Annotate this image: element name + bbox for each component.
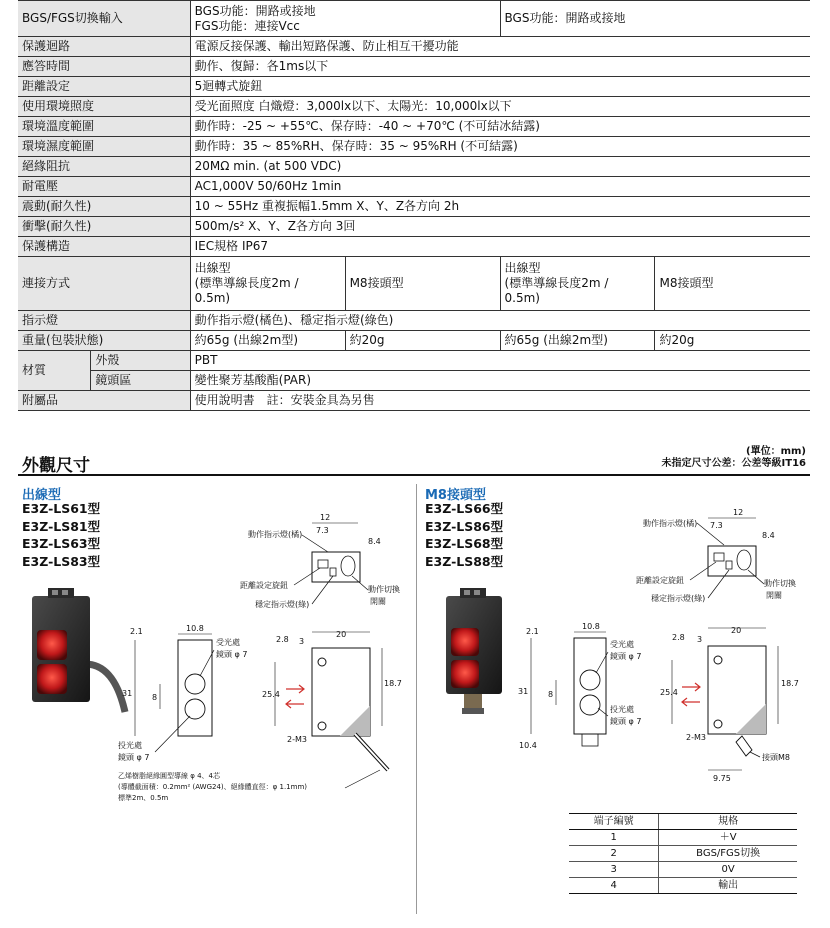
spec-value: AC1,000V 50/60Hz 1min [190,177,810,197]
dim-label: 8 [548,690,554,699]
pin-number: 3 [569,862,659,878]
spec-value: M8接頭型 [345,257,500,311]
model-name: E3Z-LS63型 [22,536,101,551]
spec-key: 保護構造 [18,237,190,257]
pin-spec: 0V [659,862,797,878]
spec-key: 環境溫度範圍 [18,117,190,137]
dim-label: 10.4 [519,741,537,750]
dim-label: 12 [733,508,744,517]
pin-row [569,830,797,846]
spec-key: BGS/FGS切換輸入 [18,1,190,37]
dim-label: 動作切換 [368,585,400,594]
spec-value: 動作、復歸：各1ms以下 [190,57,810,77]
dim-label: 12 [320,513,331,522]
dim-label: 距離設定旋鈕 [240,581,288,590]
spec-value: 動作指示燈(橘色)、穩定指示燈(綠色) [190,311,810,331]
dim-label: 穩定指示燈(綠) [651,594,706,603]
spec-value: 約65g (出線2m型) [190,331,345,351]
dim-label: 鏡頭 φ 7 [118,753,150,762]
dim-label: 7.3 [710,521,723,530]
spec-key: 環境濕度範圍 [18,137,190,157]
spec-subkey: 鏡頭區 [91,371,190,391]
model-name: E3Z-LS61型 [22,501,101,516]
dim-label: 18.7 [781,679,799,688]
dim-label: 距離設定旋鈕 [636,576,684,585]
dim-label: 2.8 [276,635,289,644]
dim-label: 開關 [370,597,386,606]
pin-table [569,813,797,894]
pin-number: 4 [569,878,659,894]
dim-label: 10.8 [582,622,600,631]
pin-number: 2 [569,846,659,862]
sensor-photo-cable [32,588,125,712]
spec-value: BGS功能：開路或接地 FGS功能：連接Vcc [190,1,500,37]
spec-value: IEC規格 IP67 [190,237,810,257]
cable-note: (導體截面積：0.2mm² (AWG24)、絕緣體直徑：φ 1.1mm) [118,783,307,791]
dim-label: 動作切換 [764,579,796,588]
spec-value: 約20g [655,331,810,351]
front-view-left [118,624,247,762]
unit-note: (單位：mm) 未指定尺寸公差：公差等級IT16 [661,446,806,469]
pin-number: 1 [569,830,659,846]
spec-subkey: 外殼 [91,351,190,371]
spec-key: 絕緣阻抗 [18,157,190,177]
pin-header: 規格 [659,814,797,830]
dim-label: 25.4 [262,690,280,699]
spec-value: 約20g [345,331,500,351]
spec-value: 5迴轉式旋鈕 [190,77,810,97]
spec-value: 10 ~ 55Hz 重複振幅1.5mm X、Y、Z各方向 2h [190,197,810,217]
dim-label: 8 [152,693,158,702]
spec-key: 耐電壓 [18,177,190,197]
dim-label: 投光處 [610,705,634,714]
side-view-right [660,626,799,783]
pin-row [569,862,797,878]
spec-value: M8接頭型 [655,257,810,311]
top-view-right [636,508,796,603]
model-name: E3Z-LS81型 [22,518,101,534]
spec-value: 動作時：-25 ~ +55℃、保存時：-40 ~ +70℃ (不可結冰結露) [190,117,810,137]
dim-label: 鏡頭 φ 7 [610,652,642,661]
cable-note: 乙烯樹脂絕緣圓型導線 φ 4、4芯 [118,772,220,780]
spec-value: 使用說明書 註：安裝金具為另售 [190,391,810,411]
dim-label: 受光處 [610,640,634,649]
dim-label: 3 [697,635,703,644]
pin-row [569,878,797,894]
spec-value: PBT [190,351,810,371]
dim-label: 動作指示燈(橘) [643,519,698,528]
spec-value: 20MΩ min. (at 500 VDC) [190,157,810,177]
spec-key: 震動(耐久性) [18,197,190,217]
dim-label: 7.3 [316,526,329,535]
side-view-left [118,630,402,802]
dim-label: 20 [731,626,742,635]
dim-label: 8.4 [762,531,775,540]
pin-header: 端子編號 [569,814,659,830]
dim-label: 2.1 [526,627,539,636]
dim-label: 3 [299,637,305,646]
dim-label: 9.75 [713,774,731,783]
spec-key: 重量(包裝狀態) [18,331,190,351]
dim-label: 25.4 [660,688,678,697]
model-name: E3Z-LS66型 [425,501,504,516]
dim-label: 18.7 [384,679,402,688]
dim-label: 穩定指示燈(綠) [255,600,310,609]
dim-label: 2-M3 [287,735,307,744]
top-view-left [240,513,400,609]
right-heading: M8接頭型 [425,488,486,503]
sensor-photo-m8 [446,588,502,714]
spec-key: 使用環境照度 [18,97,190,117]
spec-key: 應答時間 [18,57,190,77]
dim-label: 接頭M8 [762,753,790,762]
dim-label: 鏡頭 φ 7 [216,650,248,659]
dim-label: 31 [122,689,133,698]
spec-key: 連接方式 [18,257,190,311]
left-heading: 出線型 [22,488,62,503]
spec-key: 衝擊(耐久性) [18,217,190,237]
spec-key: 距離設定 [18,77,190,97]
model-name: E3Z-LS68型 [425,536,504,551]
cable-note: 標準2m、0.5m [118,794,169,802]
spec-key: 指示燈 [18,311,190,331]
section-title: 外觀尺寸 [22,456,90,476]
dim-label: 投光處 [118,741,142,750]
dim-label: 鏡頭 φ 7 [610,717,642,726]
spec-value: 約65g (出線2m型) [500,331,655,351]
dim-label: 10.8 [186,624,204,633]
pin-spec: BGS/FGS切換 [659,846,797,862]
dim-label: 2.8 [672,633,685,642]
spec-key: 材質 [18,351,91,391]
front-view-right [518,622,641,750]
spec-value: 電源反接保護、輸出短路保護、防止相互干擾功能 [190,37,810,57]
dim-label: 開關 [766,591,782,600]
dim-label: 動作指示燈(橘) [248,530,303,539]
pin-row [569,846,797,862]
dim-label: 2-M3 [686,733,706,742]
spec-value: 500m/s² X、Y、Z各方向 3回 [190,217,810,237]
dim-label: 8.4 [368,537,381,546]
spec-value: 受光面照度 白熾燈：3,000lx以下、太陽光：10,000lx以下 [190,97,810,117]
dim-label: 受光處 [216,638,240,647]
spec-value: 出線型 (標準導線長度2m / 0.5m) [500,257,655,311]
model-name: E3Z-LS86型 [425,518,504,534]
dim-label: 20 [336,630,347,639]
spec-value: 變性聚芳基酸酯(PAR) [190,371,810,391]
spec-key: 附屬品 [18,391,190,411]
pin-spec: ＋V [659,830,797,846]
spec-value: 動作時：35 ~ 85%RH、保存時：35 ~ 95%RH (不可結露) [190,137,810,157]
model-name: E3Z-LS88型 [425,553,504,569]
spec-key: 保護迴路 [18,37,190,57]
dim-label: 31 [518,687,529,696]
spec-value: 出線型 (標準導線長度2m / 0.5m) [190,257,345,311]
spec-value: BGS功能：開路或接地 [500,1,810,37]
model-name: E3Z-LS83型 [22,553,101,569]
pin-spec: 輸出 [659,878,797,894]
dim-label: 2.1 [130,627,143,636]
